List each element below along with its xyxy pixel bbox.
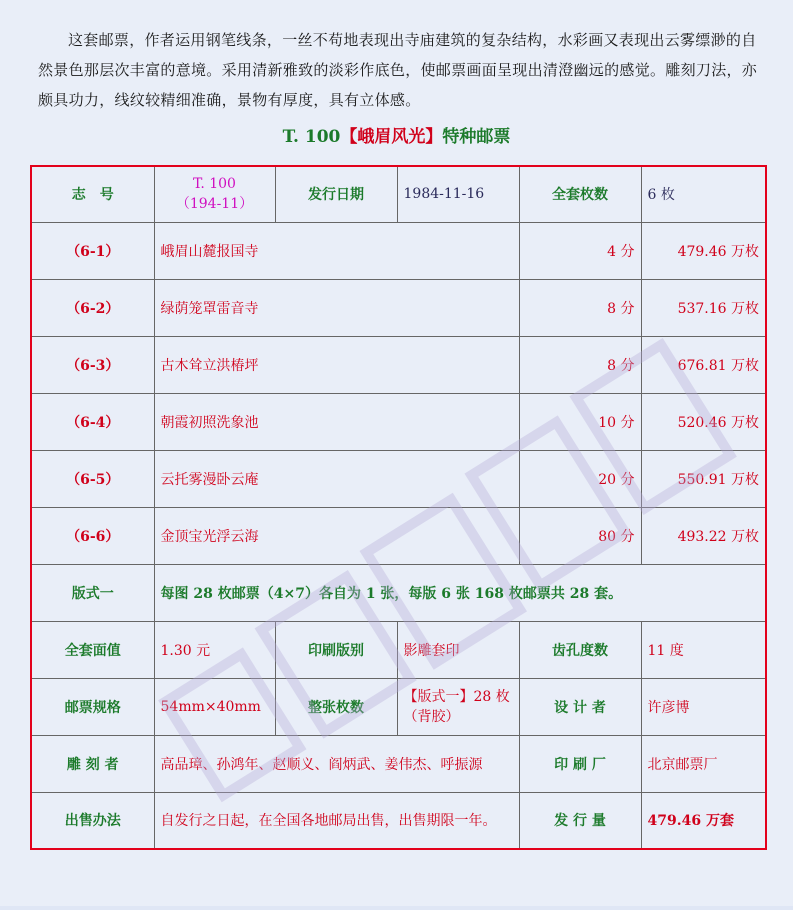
label-print-method: 印刷版别 [275,621,397,678]
label-stamp-size: 邮票规格 [31,678,154,735]
stamp-quantity: 537.16 万枚 [641,279,766,336]
printer: 北京邮票厂 [641,735,766,792]
title-name: 【峨眉风光】 [340,127,443,147]
stamp-value: 8 分 [519,279,641,336]
stamp-name: 金顶宝光浮云海 [154,507,519,564]
page-title [0,122,793,147]
stamp-value: 8 分 [519,336,641,393]
stamp-value: 20 分 [519,450,641,507]
sale-method: 自发行之日起，在全国各地邮局出售，出售期限一年。 [154,792,519,849]
label-perforation: 齿孔度数 [519,621,641,678]
table-row-engraver [31,735,766,792]
label-designer: 设 计 者 [519,678,641,735]
stamp-quantity: 550.91 万枚 [641,450,766,507]
stamp-name: 朝霞初照洗象池 [154,393,519,450]
stamp-info-table [30,165,767,850]
set-count: 6 枚 [641,166,766,222]
issue-volume: 479.46 万套 [641,792,766,849]
stamp-id: T. 100 （194-11） [154,166,275,222]
sheet-count: 【版式一】28 枚 （背胶） [397,678,519,735]
stamp-name: 绿荫笼罩雷音寺 [154,279,519,336]
label-issue-volume: 发 行 量 [519,792,641,849]
table-row-format [31,564,766,621]
table-row-spec [31,678,766,735]
designer: 许彦博 [641,678,766,735]
stamp-number: （6-4） [31,393,154,450]
label-face-value: 全套面值 [31,621,154,678]
label-id: 志 号 [31,166,154,222]
stamp-number: （6-2） [31,279,154,336]
title-tail: 特种邮票 [442,127,511,147]
stamp-size: 54mm×40mm [154,678,275,735]
stamp-value: 4 分 [519,222,641,279]
stamp-number: （6-3） [31,336,154,393]
format-text: 每图 28 枚邮票（4×7）各自为 1 张，每版 6 张 168 枚邮票共 28 套。 [154,564,766,621]
label-set-count: 全套枚数 [519,166,641,222]
table-row-sale [31,792,766,849]
stamp-quantity: 493.22 万枚 [641,507,766,564]
stamp-number: （6-5） [31,450,154,507]
stamp-name: 古木耸立洪椿坪 [154,336,519,393]
label-format: 版式一 [31,564,154,621]
title-code: T. 100 [282,127,341,147]
stamp-name: 峨眉山麓报国寺 [154,222,519,279]
intro-paragraph: 这套邮票，作者运用钢笔线条，一丝不苟地表现出寺庙建筑的复杂结构，水彩画又表现出云雾缥渺的自然景色那层次丰富的意境。采用清新雅致的淡彩作底色，使邮票画面呈现出清澄幽远的感觉。雕刻刀法，亦颇具功力，线纹较精细准确，景物有厚度，具有立体感。 [38,31,758,109]
issue-date: 1984-11-16 [397,166,519,222]
stamp-number: （6-1） [31,222,154,279]
table-row [31,222,766,279]
table-row [31,279,766,336]
stamp-quantity: 676.81 万枚 [641,336,766,393]
label-issue-date: 发行日期 [275,166,397,222]
face-value: 1.30 元 [154,621,275,678]
stamp-number: （6-6） [31,507,154,564]
perforation: 11 度 [641,621,766,678]
stamp-name: 云托雾漫卧云庵 [154,450,519,507]
label-sale-method: 出售办法 [31,792,154,849]
stamp-quantity: 520.46 万枚 [641,393,766,450]
table-row [31,393,766,450]
table-row-face [31,621,766,678]
stamp-value: 80 分 [519,507,641,564]
label-printer: 印 刷 厂 [519,735,641,792]
engraver: 高品璋、孙鸿年、赵顺义、阎炳武、姜伟杰、呼振源 [154,735,519,792]
table-row-header [31,166,766,222]
stamp-value: 10 分 [519,393,641,450]
print-method: 影雕套印 [397,621,519,678]
label-sheet-count: 整张枚数 [275,678,397,735]
table-row [31,336,766,393]
table-row [31,450,766,507]
table-row [31,507,766,564]
label-engraver: 雕 刻 者 [31,735,154,792]
stamp-quantity: 479.46 万枚 [641,222,766,279]
